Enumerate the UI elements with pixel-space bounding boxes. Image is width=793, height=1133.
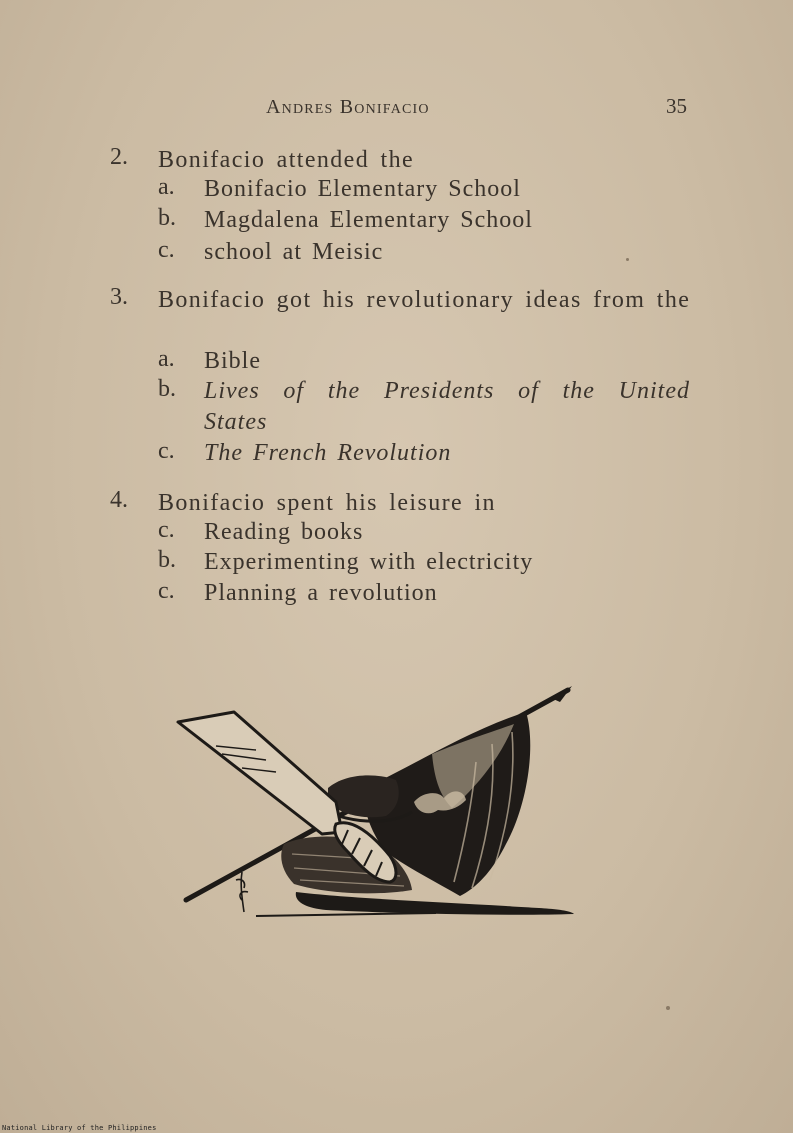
sprig bbox=[236, 872, 248, 912]
question-stem: Bonifacio spent his leisure in bbox=[158, 490, 496, 516]
running-title: Andres Bonifacio bbox=[266, 96, 430, 118]
option-text: The French Revolution bbox=[204, 440, 452, 466]
option-text: Bible bbox=[204, 348, 261, 374]
option-letter: c. bbox=[158, 438, 175, 464]
question-number: 2. bbox=[110, 144, 128, 170]
option-letter: c. bbox=[158, 237, 175, 263]
bolo-blade bbox=[178, 712, 342, 834]
option-letter: b. bbox=[158, 205, 176, 231]
option-text: school at Meisic bbox=[204, 239, 384, 265]
option-text: Bonifacio Elementary School bbox=[204, 176, 521, 202]
page-number: 35 bbox=[666, 94, 687, 118]
option-letter: b. bbox=[158, 547, 176, 573]
question-stem: Bonifacio got his revolutionary ideas from the bbox=[158, 287, 691, 313]
option-text: Experimenting with electricity bbox=[204, 549, 534, 575]
ground-shadow bbox=[296, 892, 574, 915]
option-text: Lives of the Presidents of the United States bbox=[204, 378, 690, 435]
question-number: 3. bbox=[110, 284, 128, 310]
paper-speck bbox=[666, 1006, 670, 1010]
question-number: 4. bbox=[110, 487, 128, 513]
option-letter: c. bbox=[158, 578, 175, 604]
option-text: Planning a revolution bbox=[204, 580, 438, 606]
option-text: Reading books bbox=[204, 519, 364, 545]
option-letter: a. bbox=[158, 174, 175, 200]
paper-speck bbox=[626, 258, 629, 261]
question-stem: Bonifacio attended the bbox=[158, 147, 415, 173]
library-credit: National Library of the Philippines bbox=[2, 1124, 157, 1132]
option-letter: a. bbox=[158, 346, 175, 372]
option-text: Magdalena Elementary School bbox=[204, 207, 533, 233]
bolo-and-flag-illustration bbox=[176, 684, 576, 920]
ground-line bbox=[256, 913, 436, 916]
option-letter: c. bbox=[158, 517, 175, 543]
option-letter: b. bbox=[158, 376, 176, 402]
